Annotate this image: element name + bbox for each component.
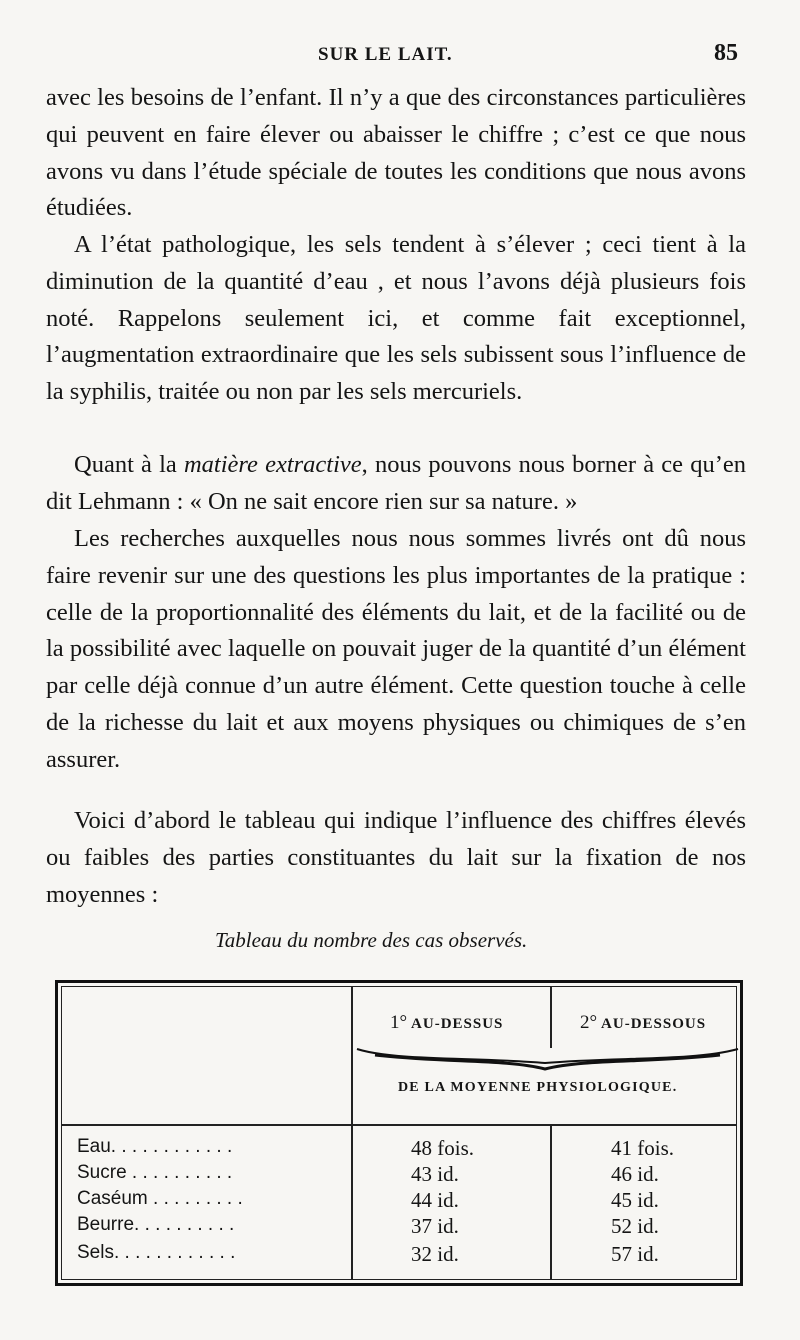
paragraph-3-rest: , nous pouvons nous borner à ce qu’en dit Lehmann : « On ne sait encore rien sur sa nature. » <box>46 451 746 515</box>
column-header-above <box>390 1012 503 1034</box>
row-above-value: 32 id. <box>411 1242 459 1266</box>
paragraph-1: avec les besoins de l’enfant. Il n’y a que des circonstances particulières qui peuvent en faire élever ou abaisser le chiffre ; c’est ce que nous avons vu dans l’étude spéciale de toutes les conditions que nous avons étudiées. <box>46 84 746 222</box>
row-label: Sucre . . . . . . . . . . <box>77 1162 233 1183</box>
column-header-below-number: 2° <box>580 1012 598 1033</box>
subheader-moyenne: DE LA MOYENNE PHYSIOLOGIQUE. <box>398 1080 678 1095</box>
row-below-value: 46 id. <box>611 1162 659 1186</box>
row-label: Eau. . . . . . . . . . . . <box>77 1136 233 1157</box>
page-number: 85 <box>714 40 738 66</box>
column-header-below <box>580 1012 706 1034</box>
paragraph-5: Voici d’abord le tableau qui indique l’influence des chiffres élevés ou faibles des parties constituantes du lait sur la fixation de nos moyennes : <box>46 807 746 908</box>
column-header-above-number: 1° <box>390 1012 408 1033</box>
row-below-value: 41 fois. <box>611 1136 674 1160</box>
table-divider-head <box>550 986 552 1048</box>
table-row <box>61 1214 737 1241</box>
table-header-rule <box>61 1124 737 1126</box>
header-brace-icon <box>355 1045 740 1075</box>
column-header-below-label: AU-DESSOUS <box>601 1016 707 1032</box>
row-above-value: 37 id. <box>411 1214 459 1238</box>
row-label: Beurre. . . . . . . . . . <box>77 1214 235 1235</box>
row-above-value: 44 id. <box>411 1188 459 1212</box>
table-row <box>61 1136 737 1163</box>
table-row <box>61 1162 737 1189</box>
table-row <box>61 1242 737 1269</box>
paragraph-3 <box>46 447 746 521</box>
row-below-value: 57 id. <box>611 1242 659 1266</box>
column-header-above-label: AU-DESSUS <box>411 1016 504 1032</box>
row-label: Sels. . . . . . . . . . . . <box>77 1242 236 1263</box>
row-label: Caséum . . . . . . . . . <box>77 1188 243 1209</box>
paragraph-3-lead: Quant à la <box>74 451 184 478</box>
row-above-value: 48 fois. <box>411 1136 474 1160</box>
running-header <box>48 40 738 70</box>
row-below-value: 52 id. <box>611 1214 659 1238</box>
table-caption: Tableau du nombre des cas observés. <box>215 928 528 952</box>
paragraph-4: Les recherches auxquelles nous nous sommes livrés ont dû nous faire revenir sur une des questions les plus importantes de la pratique : celle de la proportionnalité des éléments du lait, et de la facilité ou de la possibilité avec laquelle on pouvait juger de la quantité d’un élément par celle déjà connue d’un autre élément. Cette question touche à celle de la richesse du lait et aux moyens physiques ou chimiques de s’en assurer. <box>46 525 746 773</box>
running-title: SUR LE LAIT. <box>318 44 453 65</box>
paragraph-3-italic-term: matière extractive <box>183 451 362 478</box>
table-row <box>61 1188 737 1215</box>
row-below-value: 45 id. <box>611 1188 659 1212</box>
row-above-value: 43 id. <box>411 1162 459 1186</box>
paragraph-2: A l’état pathologique, les sels tendent à s’élever ; ceci tient à la diminution de la quantité d’eau , et nous l’avons déjà plusieurs fois noté. Rappelons seulement ici, et comme fait exceptionnel, l’augmentation extraordinaire que les sels subissent sous l’influence de la syphilis, traitée ou non par les sels mercuriels. <box>46 231 746 406</box>
